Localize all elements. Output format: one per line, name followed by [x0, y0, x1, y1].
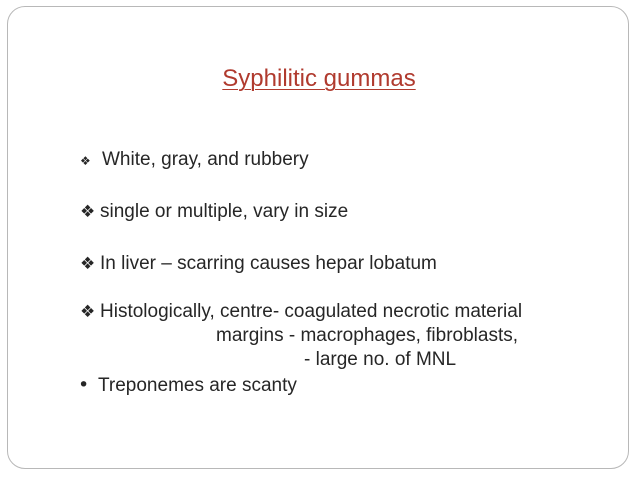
bullet-item-text: Treponemes are scanty — [98, 375, 297, 396]
diamond-bullet-icon: ❖ — [80, 302, 96, 322]
bullet-item-2 — [80, 200, 348, 224]
bullet-item-text: In liver – scarring causes hepar lobatum — [100, 253, 437, 274]
slide-title: Syphilitic gummas — [222, 65, 416, 92]
continuation-text: - large no. of MNL — [304, 349, 457, 370]
bullet-item-4 — [80, 300, 522, 324]
bullet-item-1 — [80, 148, 309, 173]
dot-bullet-icon: • — [78, 374, 90, 396]
continuation-text: margins - macrophages, fibroblasts, — [216, 325, 519, 346]
diamond-bullet-icon: ❖ — [80, 154, 91, 168]
diamond-bullet-icon: ❖ — [80, 254, 96, 274]
continuation-line-margins — [216, 324, 518, 348]
bullet-item-5 — [78, 373, 297, 398]
bullet-item-text: White, gray, and rubbery — [102, 149, 309, 170]
diamond-bullet-icon: ❖ — [80, 202, 96, 222]
bullet-item-text: Histologically, centre- coagulated necrotic material — [100, 301, 523, 322]
bullet-item-3 — [80, 252, 437, 276]
bullet-item-text: single or multiple, vary in size — [100, 201, 349, 222]
continuation-line-mnl — [304, 348, 456, 372]
